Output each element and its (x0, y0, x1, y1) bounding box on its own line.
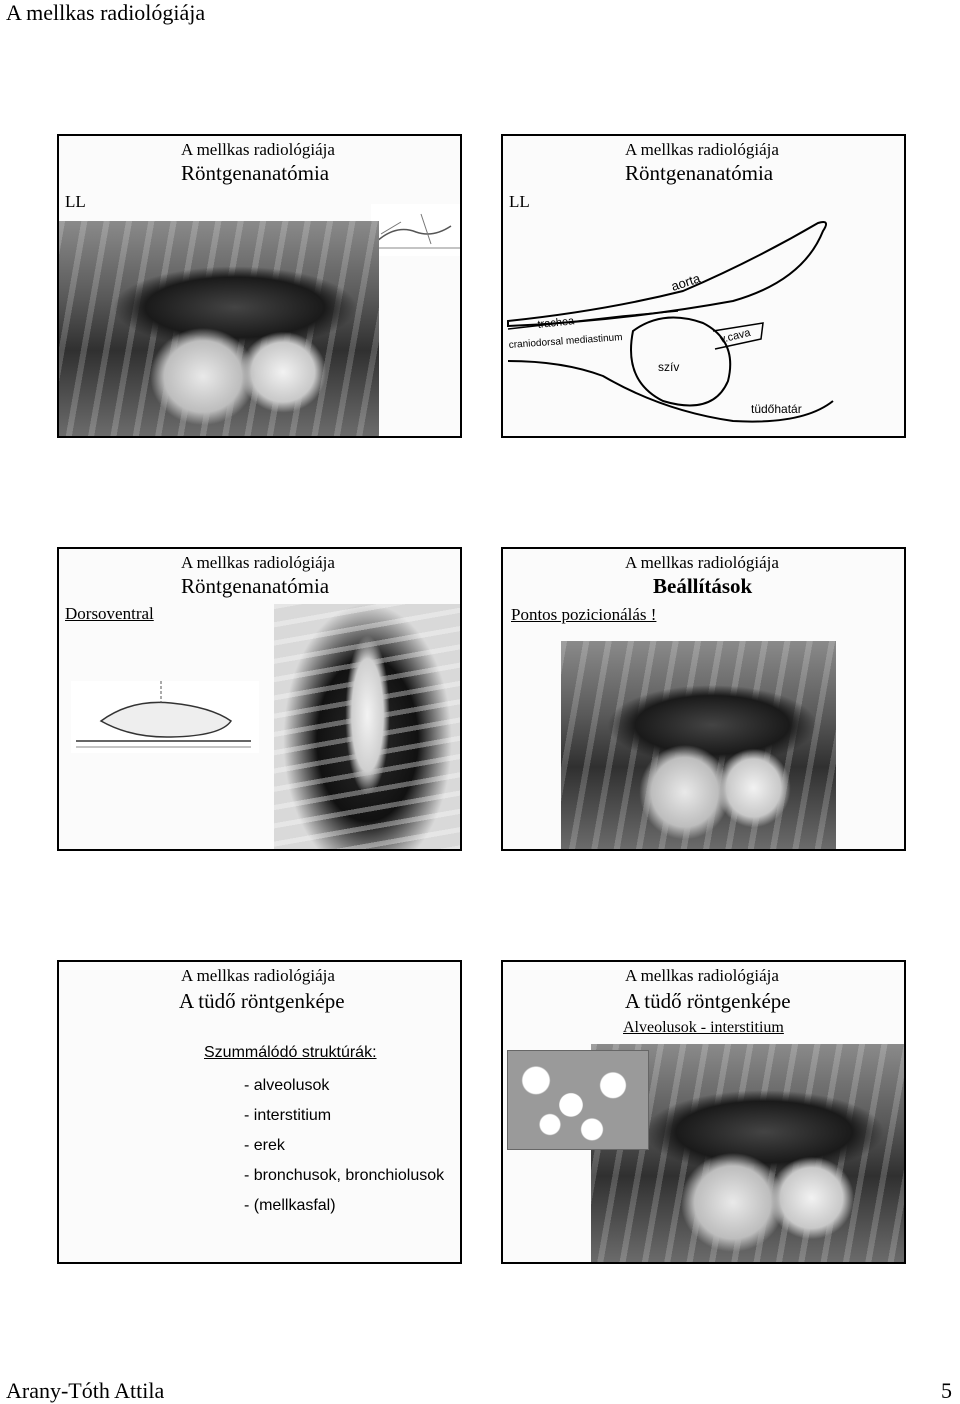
view-label: Dorsoventral (65, 604, 154, 623)
dorsoventral-positioning-sketch (71, 681, 259, 753)
footer-page-number: 5 (941, 1378, 952, 1403)
list-heading: Szummálódó struktúrák: (204, 1044, 377, 1061)
page-header-title: A mellkas radiológiája (6, 0, 206, 25)
slide-3 (57, 547, 462, 851)
slide-1 (57, 134, 462, 438)
slide-subtitle: A tüdő röntgenképe (179, 989, 345, 1013)
list-item: - (mellkasfal) (244, 1197, 336, 1214)
label-mediastinum: craniodorsal mediastinum (508, 332, 623, 351)
slide-2 (501, 134, 906, 438)
label-heart: szív (658, 360, 680, 374)
slide-5 (57, 960, 462, 1264)
positioning-xray-image (561, 641, 836, 851)
section-label: Alveolusok - interstitium (623, 1019, 784, 1036)
lateral-xray-image (59, 221, 379, 437)
slide-4 (501, 547, 906, 851)
label-trachea: trachea (537, 315, 575, 331)
list-item: - bronchusok, bronchiolusok (244, 1167, 445, 1184)
list-item: - erek (244, 1137, 285, 1154)
footer-author: Arany-Tóth Attila (6, 1378, 165, 1403)
label-aorta: aorta (669, 270, 703, 294)
anatomy-diagram (503, 211, 904, 436)
slide-title: A mellkas radiológiája (625, 140, 779, 159)
positioning-sketch (371, 204, 461, 256)
slide-subtitle: Beállítások (653, 574, 753, 598)
slide-title: A mellkas radiológiája (181, 966, 335, 985)
label-lungborder: tüdőhatár (751, 402, 802, 416)
list-item: - interstitium (244, 1107, 332, 1124)
slide-subtitle: Röntgenanatómia (181, 161, 330, 185)
positioning-note: Pontos pozicionálás ! (511, 605, 657, 624)
slide-6 (501, 960, 906, 1264)
histology-image (507, 1050, 649, 1150)
structure-list (204, 1044, 444, 1221)
list-item: - alveolusok (244, 1077, 330, 1094)
slide-title: A mellkas radiológiája (625, 553, 779, 572)
slide-subtitle: Röntgenanatómia (625, 161, 774, 185)
slide-title: A mellkas radiológiája (181, 553, 335, 572)
slide-title: A mellkas radiológiája (181, 140, 335, 159)
slide-title: A mellkas radiológiája (625, 966, 779, 985)
dorsoventral-xray-image (274, 604, 461, 851)
view-label: LL (509, 192, 530, 211)
slide-subtitle: A tüdő röntgenképe (625, 989, 791, 1013)
slide-subtitle: Röntgenanatómia (181, 574, 330, 598)
view-label: LL (65, 192, 86, 211)
label-vcava: v.cava (718, 326, 752, 346)
